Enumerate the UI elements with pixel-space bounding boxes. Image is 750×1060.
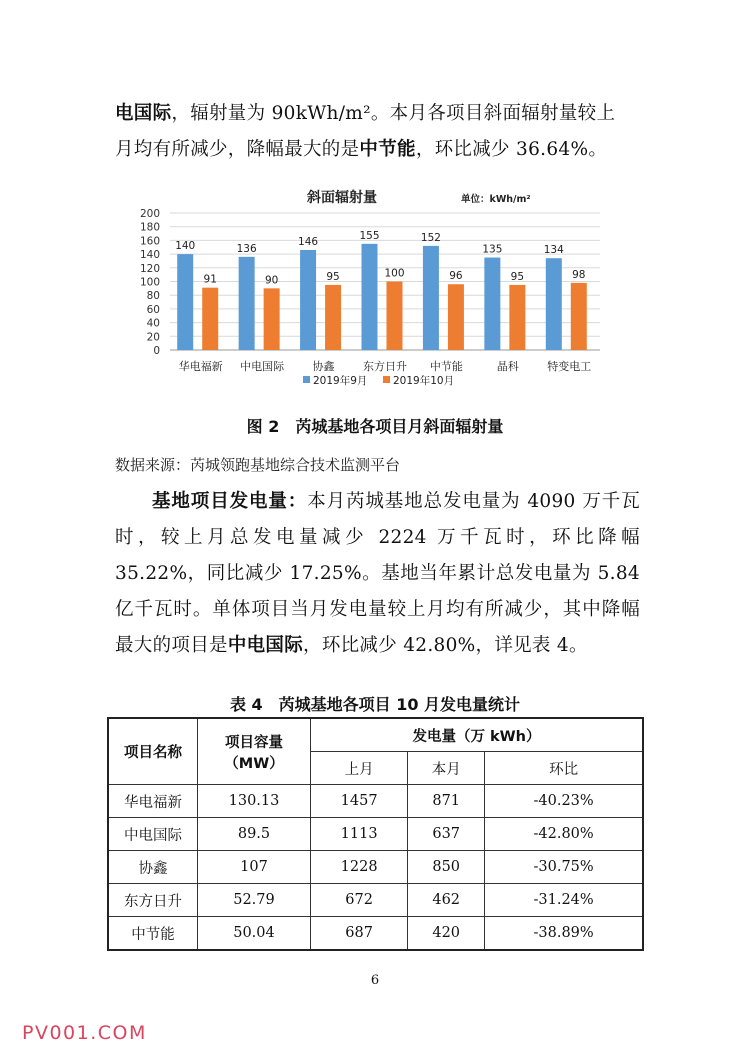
y-tick-label: 200 bbox=[139, 208, 160, 220]
cell-ratio: -40.23% bbox=[485, 785, 643, 818]
y-tick-label: 60 bbox=[146, 303, 160, 316]
data-label: 98 bbox=[572, 268, 586, 281]
cell-last: 687 bbox=[311, 917, 408, 951]
cell-ratio: -31.24% bbox=[485, 884, 643, 917]
bar bbox=[546, 258, 562, 350]
data-label: 90 bbox=[264, 274, 279, 287]
bar bbox=[362, 244, 378, 350]
header-this-month: 本月 bbox=[408, 752, 485, 785]
data-label: 95 bbox=[326, 270, 340, 283]
cell-name: 东方日升 bbox=[108, 884, 198, 917]
y-tick-label: 100 bbox=[139, 276, 160, 289]
data-label: 95 bbox=[510, 270, 525, 283]
cell-name: 中节能 bbox=[108, 917, 198, 951]
page-number: 6 bbox=[370, 973, 380, 988]
data-label: 96 bbox=[449, 270, 463, 283]
table-row bbox=[108, 818, 643, 851]
bar bbox=[325, 285, 341, 350]
x-tick-label: 特变电工 bbox=[547, 360, 592, 373]
intro-paragraph bbox=[115, 96, 640, 168]
cell-last: 672 bbox=[311, 884, 408, 917]
cell-capacity: 107 bbox=[198, 851, 311, 884]
data-label: 136 bbox=[236, 242, 257, 255]
cell-this: 871 bbox=[408, 785, 485, 818]
cell-name: 中电国际 bbox=[108, 818, 198, 851]
legend-swatch bbox=[383, 376, 390, 383]
bold-project-name: 电国际 bbox=[115, 103, 172, 124]
y-tick-label: 180 bbox=[139, 221, 160, 234]
data-label: 155 bbox=[359, 229, 380, 242]
cell-name: 协鑫 bbox=[108, 851, 198, 884]
figure-caption: 图 2 芮城基地各项目月斜面辐射量 bbox=[246, 417, 504, 436]
bold-project-name: 中节能 bbox=[359, 139, 416, 160]
data-label: 135 bbox=[482, 243, 503, 256]
generation-paragraph bbox=[115, 484, 640, 664]
x-tick-label: 中电国际 bbox=[240, 360, 285, 373]
bar bbox=[484, 258, 500, 350]
y-tick-label: 0 bbox=[153, 345, 160, 357]
cell-capacity: 89.5 bbox=[198, 818, 311, 851]
y-tick-label: 40 bbox=[146, 317, 160, 330]
table-row bbox=[108, 917, 643, 951]
header-capacity-line2: （MW） bbox=[224, 755, 284, 772]
legend-label: 2019年9月 bbox=[313, 375, 368, 387]
bar bbox=[202, 288, 218, 350]
y-tick-label: 20 bbox=[146, 331, 160, 344]
x-tick-label: 中节能 bbox=[429, 360, 463, 373]
data-source-note: 数据来源：芮城领跑基地综合技术监测平台 bbox=[115, 456, 401, 474]
bar bbox=[448, 284, 464, 350]
bar bbox=[239, 257, 255, 350]
chart-unit-label: 单位：kWh/m² bbox=[461, 194, 531, 205]
x-tick-label: 东方日升 bbox=[363, 360, 407, 373]
section-lead: 基地项目发电量： bbox=[152, 491, 308, 512]
cell-ratio: -42.80% bbox=[485, 818, 643, 851]
paragraph-text: ，环比减少 36.64%。 bbox=[415, 139, 608, 160]
cell-this: 420 bbox=[408, 917, 485, 951]
bold-project-name: 中电国际 bbox=[227, 635, 304, 656]
y-tick-label: 160 bbox=[139, 235, 160, 248]
bar bbox=[300, 250, 316, 350]
data-label: 140 bbox=[175, 240, 196, 253]
x-tick-label: 协鑫 bbox=[312, 360, 335, 373]
bar bbox=[509, 285, 525, 350]
cell-last: 1113 bbox=[311, 818, 408, 851]
x-tick-label: 晶科 bbox=[496, 360, 519, 373]
table-caption: 表 4 芮城基地各项目 10 月发电量统计 bbox=[229, 695, 521, 714]
data-label: 146 bbox=[298, 235, 319, 248]
bar bbox=[571, 283, 587, 350]
bar bbox=[387, 282, 403, 351]
watermark-logo: PV001.COM bbox=[22, 1022, 147, 1044]
legend-label: 2019年10月 bbox=[393, 375, 455, 387]
table-row bbox=[108, 785, 643, 818]
header-project-name: 项目名称 bbox=[108, 718, 198, 785]
bar bbox=[423, 246, 439, 350]
cell-last: 1228 bbox=[311, 851, 408, 884]
table-header-row bbox=[108, 718, 643, 752]
cell-this: 637 bbox=[408, 818, 485, 851]
cell-this: 462 bbox=[408, 884, 485, 917]
table-row bbox=[108, 884, 643, 917]
cell-this: 850 bbox=[408, 851, 485, 884]
table-row bbox=[108, 851, 643, 884]
y-tick-label: 80 bbox=[146, 290, 160, 303]
header-generation: 发电量（万 kWh） bbox=[311, 718, 644, 752]
data-label: 152 bbox=[420, 231, 441, 244]
bar bbox=[177, 254, 193, 350]
irradiance-bar-chart bbox=[122, 183, 617, 393]
data-label: 134 bbox=[543, 244, 564, 257]
y-tick-label: 120 bbox=[139, 262, 160, 275]
cell-ratio: -38.89% bbox=[485, 917, 643, 951]
cell-capacity: 52.79 bbox=[198, 884, 311, 917]
data-label: 91 bbox=[203, 273, 217, 286]
paragraph-text: ，辐射量为 90kWh/m²。本月各项目斜面辐射量较上 bbox=[171, 103, 616, 124]
bar bbox=[264, 288, 280, 350]
y-tick-label: 140 bbox=[139, 249, 160, 262]
cell-last: 1457 bbox=[311, 785, 408, 818]
chart-title: 斜面辐射量 bbox=[307, 190, 377, 206]
cell-ratio: -30.75% bbox=[485, 851, 643, 884]
header-ratio: 环比 bbox=[485, 752, 643, 785]
generation-table bbox=[107, 717, 644, 951]
paragraph-text: 月均有所减少，降幅最大的是 bbox=[115, 139, 360, 160]
paragraph-text: 本月芮城基地总发电量为 4090 万千瓦时，较上月总发电量减少 2224 万千瓦时，环比降幅 35.22%，同比减少 17.25%。基地当年累计总发电量为 5.84 亿千瓦时。单体项目当月发电量较上月均有所减少，其中降幅最大的项目是 bbox=[115, 491, 640, 656]
paragraph-text: ，环比减少 42.80%，详见表 4。 bbox=[303, 635, 588, 656]
header-capacity bbox=[198, 718, 311, 785]
header-capacity-line1: 项目容量 bbox=[225, 734, 283, 751]
header-last-month: 上月 bbox=[311, 752, 408, 785]
data-label: 100 bbox=[384, 267, 405, 280]
cell-name: 华电福新 bbox=[108, 785, 198, 818]
cell-capacity: 50.04 bbox=[198, 917, 311, 951]
cell-capacity: 130.13 bbox=[198, 785, 311, 818]
legend-swatch bbox=[303, 376, 310, 383]
x-tick-label: 华电福新 bbox=[178, 360, 223, 373]
